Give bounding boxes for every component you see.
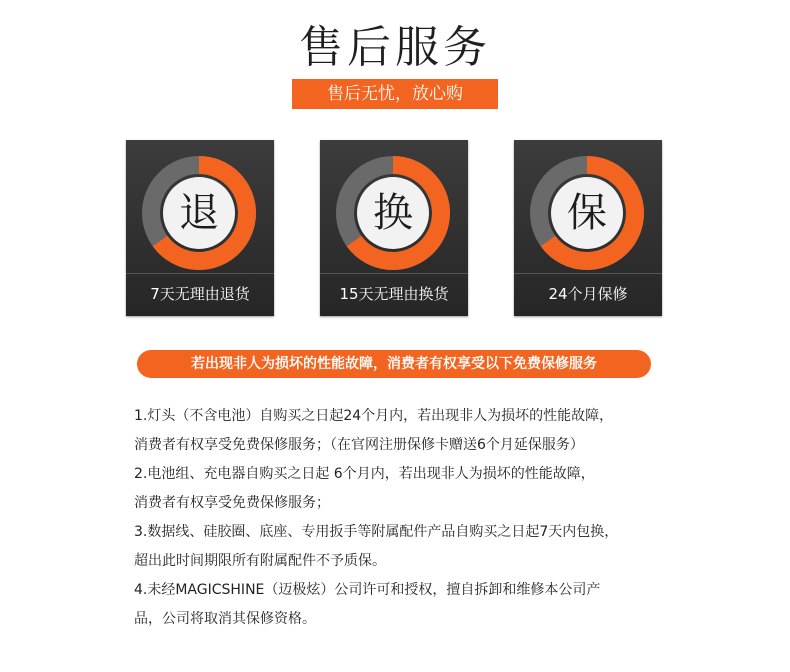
warranty-card	[514, 140, 662, 316]
return-card	[126, 140, 274, 316]
return-char: 退	[179, 190, 219, 236]
card-divider	[320, 273, 468, 274]
subtitle-badge: 售后无忧，放心购	[292, 79, 498, 109]
terms-line: 4.未经MAGICSHINE（迈极炫）公司许可和授权，擅自拆卸和维修本公司产	[134, 582, 601, 598]
exchange-card	[320, 140, 468, 316]
warranty-char: 保	[567, 190, 607, 236]
terms-line: 2.电池组、充电器自购买之日起 6个月内，若出现非人为损坏的性能故障，	[134, 466, 595, 482]
card-divider	[514, 273, 662, 274]
warranty-banner: 若出现非人为损坏的性能故障，消费者有权享受以下免费保修服务	[137, 350, 651, 378]
exchange-char: 换	[373, 190, 413, 236]
terms-list	[134, 402, 694, 634]
return-caption: 7天无理由退货	[150, 285, 250, 303]
terms-line: 消费者有权享受免费保修服务；	[134, 495, 330, 511]
warranty-caption: 24个月保修	[548, 285, 628, 303]
terms-line: 品，公司将取消其保修资格。	[134, 611, 316, 627]
exchange-caption: 15天无理由换货	[339, 285, 449, 303]
terms-line: 超出此时间期限所有附属配件不予质保。	[134, 553, 386, 569]
terms-line: 消费者有权享受免费保修服务；（在官网注册保修卡赠送6个月延保服务）	[134, 437, 584, 453]
page-title: 售后服务	[299, 22, 491, 73]
terms-line: 3.数据线、硅胶圈、底座、专用扳手等附属配件产品自购买之日起7天内包换，	[134, 524, 619, 540]
terms-line: 1.灯头（不含电池）自购买之日起24个月内，若出现非人为损坏的性能故障，	[134, 408, 614, 424]
card-divider	[126, 273, 274, 274]
